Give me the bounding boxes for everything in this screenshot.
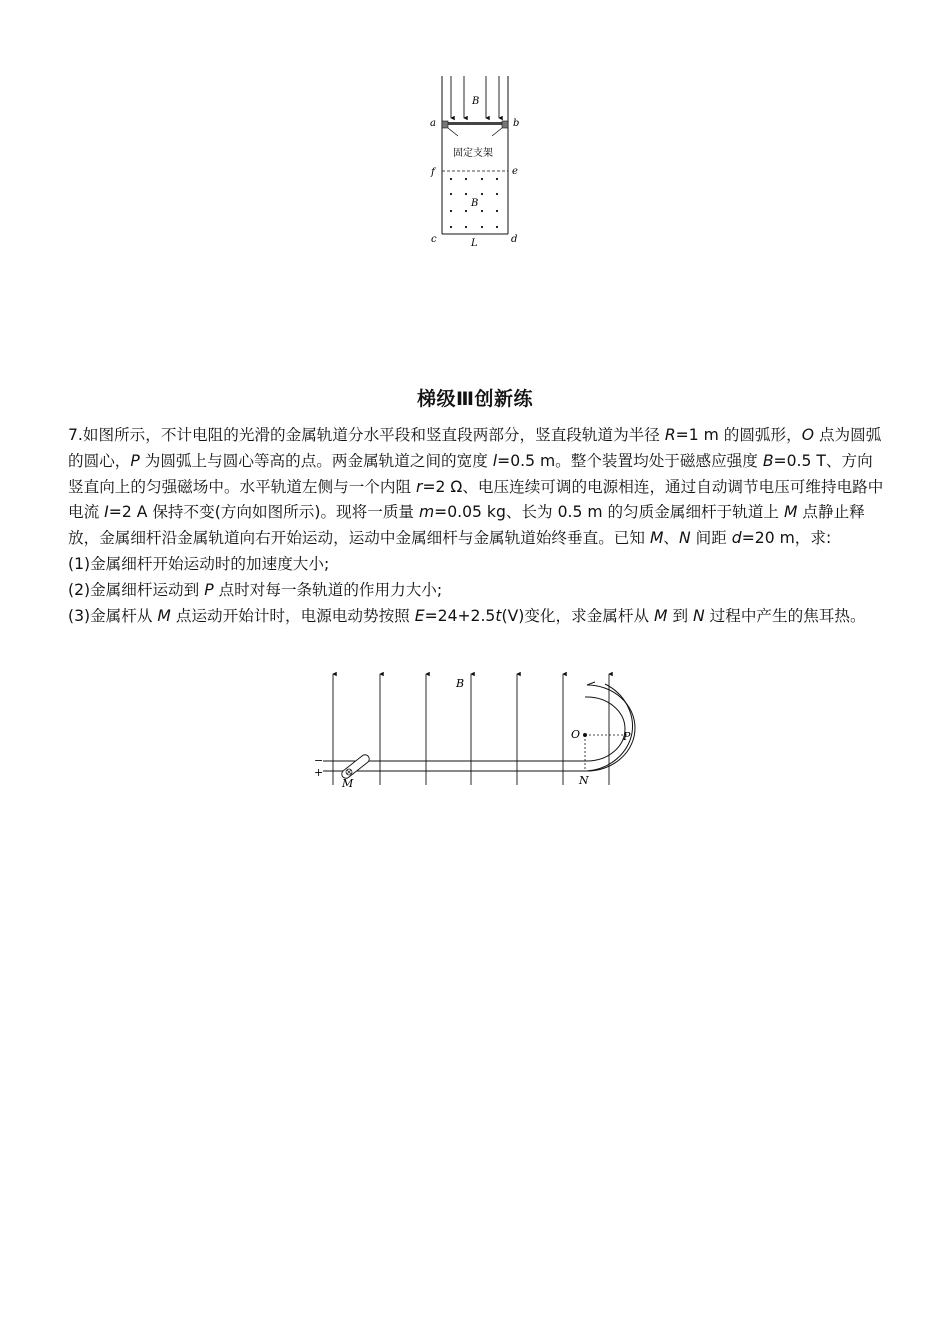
label-minus: −: [314, 754, 324, 767]
label-plus: +: [314, 766, 324, 779]
label-B-top: B: [472, 96, 480, 107]
label-P: P: [623, 730, 631, 743]
label-M: M: [342, 777, 354, 790]
question-1: (1)金属细杆开始运动时的加速度大小;: [68, 554, 330, 573]
label-L: L: [471, 238, 478, 249]
metal-rod-ab: [442, 122, 508, 125]
label-e: e: [512, 166, 518, 177]
label-c: c: [431, 234, 437, 245]
label-d: d: [511, 234, 518, 245]
label-O: O: [571, 728, 581, 741]
figure-1-frame-diagram: [420, 74, 530, 254]
label-f: f: [431, 167, 435, 178]
rail-arc-outer: [587, 682, 635, 771]
label-B: B: [456, 677, 465, 690]
figure-2-rail-diagram: [305, 670, 645, 792]
label-B-bottom: B: [471, 198, 479, 209]
problem-stem: 7.如图所示，不计电阻的光滑的金属轨道分水平段和竖直段两部分，竖直段轨道为半径 R=1 m 的圆弧形，O 点为圆弧的圆心，P 为圆弧上与圆心等高的点。两金属轨道之间的宽度 l=0.5 m。整个装置均处于磁感应强度 B=0.5 T、方向竖直向上的匀强磁场中。水平轨道左侧与一个内阻 r=2 Ω、电压连续可调的电源相连，通过自动调节电压可维持电路中电流 I=2 A 保持不变(方向如图所示)。现将一质量 m=0.05 kg、长为 0.5 m 的匀质金属细杆于轨道上 M 点静止释放，金属细杆沿金属轨道向右开始运动，运动中金属细杆与金属轨道始终垂直。已知 M、N 间距 d=20 m，求:: [68, 426, 884, 548]
question-2: (2)金属细杆运动到 P 点时对每一条轨道的作用力大小;: [68, 580, 443, 599]
label-N: N: [579, 774, 589, 787]
question-3: (3)金属杆从 M 点运动开始计时，电源电动势按照 E=24+2.5t(V)变化，求金属杆从 M 到 N 过程中产生的焦耳热。: [68, 606, 866, 625]
section-title: 梯级Ⅲ创新练: [417, 388, 533, 410]
rail-arc-inner: [585, 697, 625, 761]
metal-rod: [342, 755, 369, 778]
label-a: a: [430, 118, 436, 129]
problem-7: [68, 423, 888, 629]
label-b: b: [513, 118, 520, 129]
label-fixed-support: 固定支架: [453, 148, 493, 159]
